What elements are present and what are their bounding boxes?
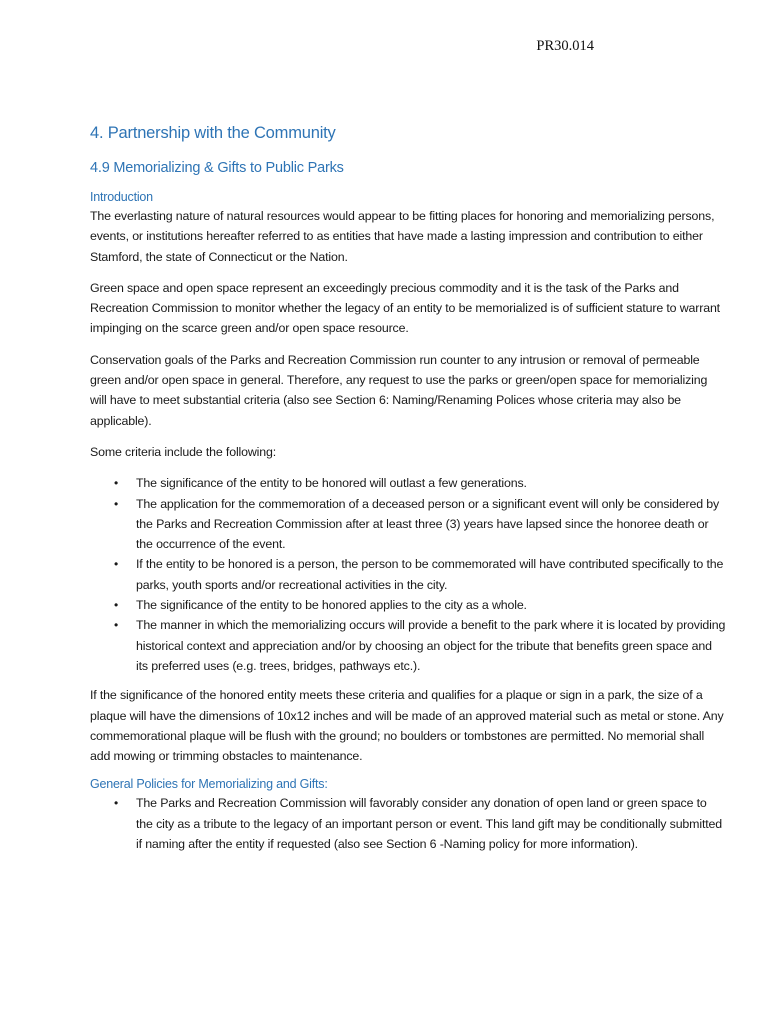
list-item <box>90 793 726 854</box>
criteria-intro: Some criteria include the following: <box>90 444 277 459</box>
intro-paragraph-3: Conservation goals of the Parks and Recreation Commission run counter to any intrusion or removal of permeable green and/or open space in general. Therefore, any request to use the parks or green/open space for memorializing will have to meet substantial criteria (also see Section 6: Naming/Renaming Polices whose criteria may also be applicable). <box>90 352 708 428</box>
subsection-heading: 4.9 Memorializing & Gifts to Public Parks <box>90 160 344 176</box>
list-item-text: The significance of the entity to be honored applies to the city as a whole. <box>136 598 527 613</box>
list-item-text: The application for the commemoration of a deceased person or a significant event will only be considered by the Parks and Recreation Commission after at least three (3) years have lapsed since the honoree death or the occurrence of the event. <box>136 496 720 552</box>
criteria-list <box>90 473 726 676</box>
list-item <box>90 595 726 615</box>
list-item-text: The manner in which the memorializing occurs will provide a benefit to the park where it is located by providing historical context and appreciation and/or by choosing an object for the tribute that benefits green space and its preferred uses (e.g. trees, bridges, pathways etc.). <box>136 618 726 673</box>
bullet-icon: • <box>114 598 119 613</box>
bullet-icon: • <box>114 557 119 572</box>
list-item <box>90 554 726 595</box>
list-item-text: If the entity to be honored is a person, the person to be commemorated will have contributed specifically to the parks, youth sports and/or recreational activities in the city. <box>136 557 724 592</box>
section-heading: 4. Partnership with the Community <box>90 124 336 142</box>
list-item <box>90 615 726 676</box>
bullet-icon: • <box>114 796 119 811</box>
plaque-paragraph: If the significance of the honored entity meets these criteria and qualifies for a plaque or sign in a park, the size of a plaque will have the dimensions of 10x12 inches and will be made of an approved material such as metal or stone. Any commemorational plaque will be flush with the ground; no boulders or tombstones are permitted. No memorial shall add mowing or trimming obstacles to maintenance. <box>90 688 724 764</box>
document-code: PR30.014 <box>536 38 594 54</box>
list-item <box>90 473 726 493</box>
policies-list <box>90 793 726 854</box>
bullet-icon: • <box>114 476 119 491</box>
intro-paragraph-1: The everlasting nature of natural resources would appear to be fitting places for honoring and memorializing persons, events, or institutions hereafter referred to as entities that have made a lasting impression and contribution to either Stamford, the state of Connecticut or the Nation. <box>90 209 715 264</box>
policies-heading: General Policies for Memorializing and Gifts: <box>90 777 328 792</box>
introduction-heading: Introduction <box>90 190 153 204</box>
bullet-icon: • <box>114 618 119 633</box>
list-item-text: The significance of the entity to be honored will outlast a few generations. <box>136 476 527 491</box>
intro-paragraph-2: Green space and open space represent an exceedingly precious commodity and it is the task of the Parks and Recreation Commission to monitor whether the legacy of an entity to be memorialized is of sufficient stature to warrant impinging on the scarce green and/or open space resource. <box>90 280 720 336</box>
list-item-text: The Parks and Recreation Commission will favorably consider any donation of open land or green space to the city as a tribute to the legacy of an important person or event. This land gift may be conditionally submitted if naming after the entity if requested (also see Section 6 -Naming policy for more information). <box>136 796 723 852</box>
document-content <box>90 124 726 863</box>
bullet-icon: • <box>114 496 119 511</box>
list-item <box>90 494 726 555</box>
